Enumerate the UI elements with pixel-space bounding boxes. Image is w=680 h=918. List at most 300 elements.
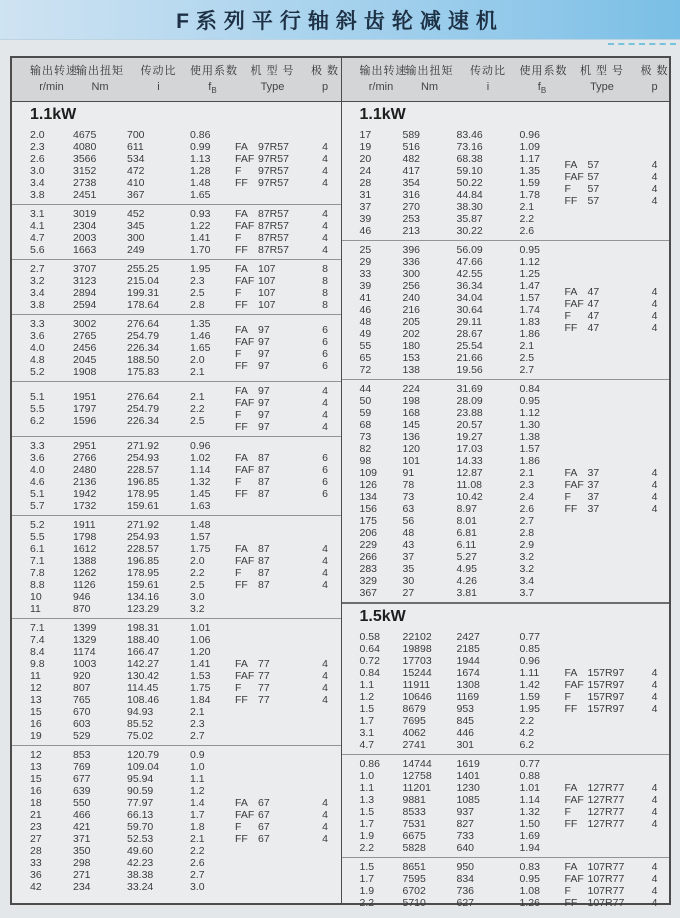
service-factor-value: 1.65 xyxy=(190,189,211,201)
type-row xyxy=(235,409,340,421)
data-rows xyxy=(360,861,565,909)
type-row xyxy=(235,336,340,348)
service-factor-value: 0.95 xyxy=(519,395,540,407)
table-row xyxy=(30,658,235,670)
spec-block xyxy=(342,754,670,857)
type-row xyxy=(565,322,670,334)
column-header xyxy=(565,63,640,98)
poles-value: 4 xyxy=(322,682,328,694)
type-size: 97 xyxy=(258,324,270,336)
ratio-value: 108.46 xyxy=(127,694,160,706)
type-prefix: FF xyxy=(235,299,248,311)
output-torque-value: 1911 xyxy=(73,519,96,531)
service-factor-value: 2.2 xyxy=(190,567,205,579)
ratio-value: 19.27 xyxy=(456,431,483,443)
service-factor-value: 1.02 xyxy=(190,452,211,464)
output-torque-value: 1596 xyxy=(73,415,97,427)
output-torque-value: 2045 xyxy=(73,354,97,366)
table-row xyxy=(360,758,565,770)
column-header-en: r/min xyxy=(368,81,394,93)
type-size: 77 xyxy=(258,670,270,682)
service-factor-value: 1.38 xyxy=(519,431,540,443)
ratio-value: 31.69 xyxy=(456,383,483,395)
ratio-value: 345 xyxy=(127,220,145,232)
service-factor-value: 2.1 xyxy=(519,340,535,352)
output-speed-value: 48 xyxy=(359,316,372,328)
ratio-value: 276.64 xyxy=(127,391,160,403)
output-torque-value: 946 xyxy=(73,591,91,603)
table-row xyxy=(360,328,565,340)
type-row xyxy=(235,397,340,409)
output-torque-value: 6675 xyxy=(402,830,426,842)
type-rows xyxy=(235,141,340,189)
service-factor-value: 2.7 xyxy=(190,869,205,881)
table-row xyxy=(30,634,235,646)
ratio-value: 34.04 xyxy=(456,292,483,304)
output-speed-value: 44 xyxy=(359,383,372,395)
table-row xyxy=(30,153,235,165)
table-row xyxy=(360,201,565,213)
output-speed-value: 11 xyxy=(30,603,41,615)
poles-value: 4 xyxy=(322,153,328,165)
service-factor-value: 1.17 xyxy=(519,153,540,165)
output-torque-value: 27 xyxy=(402,587,415,599)
type-prefix: FA xyxy=(564,286,578,298)
table-row xyxy=(30,718,235,730)
ratio-value: 175.83 xyxy=(127,366,160,378)
table-row xyxy=(30,682,235,694)
service-factor-value: 1.08 xyxy=(519,885,540,897)
ratio-value: 215.04 xyxy=(127,275,160,287)
output-speed-value: 46 xyxy=(359,225,372,237)
ratio-value: 640 xyxy=(456,842,475,854)
type-size: 97R57 xyxy=(258,153,289,165)
table-row xyxy=(360,782,565,794)
output-speed-value: 1.7 xyxy=(359,715,375,727)
output-torque-value: 168 xyxy=(402,407,421,419)
poles-value: 4 xyxy=(651,286,658,298)
table-row xyxy=(30,342,235,354)
ratio-value: 611 xyxy=(127,141,144,153)
type-row xyxy=(235,360,340,372)
output-torque-value: 48 xyxy=(402,527,415,539)
service-factor-value: 1.22 xyxy=(190,220,211,232)
table-row xyxy=(360,129,565,141)
data-rows xyxy=(360,758,565,854)
service-factor-value: 1.95 xyxy=(519,703,540,715)
output-torque-value: 22102 xyxy=(402,631,432,643)
service-factor-value: 1.48 xyxy=(190,519,211,531)
output-speed-value: 33 xyxy=(30,857,42,869)
output-torque-value: 350 xyxy=(73,845,91,857)
table-row xyxy=(30,603,235,615)
ratio-value: 44.84 xyxy=(456,189,483,201)
type-size: 97R57 xyxy=(258,141,289,153)
type-prefix: FF xyxy=(564,322,578,334)
output-torque-value: 603 xyxy=(73,718,91,730)
output-torque-value: 5828 xyxy=(402,842,426,854)
type-row xyxy=(235,165,340,177)
column-header-en: Type xyxy=(260,81,285,93)
table-row xyxy=(360,527,565,539)
table-row xyxy=(30,845,235,857)
type-size: 57 xyxy=(587,171,600,183)
output-speed-value: 1.2 xyxy=(359,691,375,703)
service-factor-value: 0.77 xyxy=(519,758,540,770)
output-speed-value: 329 xyxy=(359,575,378,587)
spec-block xyxy=(342,628,670,754)
output-torque-value: 421 xyxy=(73,821,91,833)
type-prefix: FAF xyxy=(564,679,584,691)
output-speed-value: 5.1 xyxy=(30,391,45,403)
table-row xyxy=(360,818,565,830)
ratio-value: 75.02 xyxy=(127,730,154,742)
table-row xyxy=(30,488,235,500)
type-prefix: F xyxy=(564,310,571,322)
poles-value: 4 xyxy=(322,409,328,421)
output-speed-value: 3.8 xyxy=(30,299,45,311)
type-size: 87R57 xyxy=(258,244,289,256)
column-header xyxy=(457,63,520,98)
poles-value: 4 xyxy=(651,491,658,503)
table-row xyxy=(30,165,235,177)
service-factor-value: 1.48 xyxy=(190,177,211,189)
table-row xyxy=(30,129,235,141)
output-speed-value: 1.7 xyxy=(359,818,375,830)
type-prefix: F xyxy=(564,691,571,703)
ratio-value: 28.67 xyxy=(456,328,483,340)
table-row xyxy=(30,579,235,591)
column-header-cn: 使用系数 xyxy=(190,65,238,77)
type-row xyxy=(235,232,340,244)
type-rows xyxy=(235,658,340,706)
output-torque-value: 15244 xyxy=(402,667,432,679)
poles-value: 8 xyxy=(322,287,328,299)
type-prefix: F xyxy=(235,682,242,694)
output-torque-value: 9881 xyxy=(402,794,426,806)
type-row xyxy=(235,141,340,153)
output-torque-value: 8651 xyxy=(402,861,426,873)
table-row xyxy=(360,691,565,703)
type-prefix: FA xyxy=(564,467,578,479)
column-header xyxy=(190,63,238,98)
type-prefix: FA xyxy=(235,208,248,220)
service-factor-value: 3.4 xyxy=(519,575,535,587)
output-torque-value: 4080 xyxy=(73,141,97,153)
ratio-value: 114.45 xyxy=(127,682,159,694)
output-torque-value: 1174 xyxy=(73,646,96,658)
table-row xyxy=(360,244,565,256)
type-row xyxy=(565,806,670,818)
service-factor-value: 2.3 xyxy=(190,718,205,730)
poles-value: 4 xyxy=(322,694,328,706)
ratio-value: 1230 xyxy=(456,782,480,794)
output-torque-value: 271 xyxy=(73,869,91,881)
poles-value: 4 xyxy=(322,177,328,189)
table-row xyxy=(360,292,565,304)
ratio-value: 6.11 xyxy=(456,539,477,551)
output-torque-value: 91 xyxy=(402,467,415,479)
type-row xyxy=(235,682,340,694)
output-torque-value: 1262 xyxy=(73,567,97,579)
column-header-en: Type xyxy=(590,81,614,93)
output-torque-value: 1908 xyxy=(73,366,97,378)
output-torque-value: 37 xyxy=(402,551,415,563)
service-factor-value: 0.86 xyxy=(190,129,211,141)
service-factor-value: 1.12 xyxy=(519,256,540,268)
poles-value: 4 xyxy=(322,421,328,433)
type-prefix: FA xyxy=(235,452,248,464)
ratio-value: 83.46 xyxy=(456,129,483,141)
service-factor-value: 1.74 xyxy=(519,304,540,316)
output-speed-value: 1.3 xyxy=(359,794,375,806)
ratio-value: 255.25 xyxy=(127,263,160,275)
ratio-value: 4.95 xyxy=(456,563,477,575)
output-speed-value: 68 xyxy=(359,419,372,431)
service-factor-value: 1.35 xyxy=(190,318,211,330)
output-speed-value: 12 xyxy=(30,749,42,761)
poles-value: 4 xyxy=(651,667,658,679)
service-factor-value: 2.2 xyxy=(519,715,535,727)
poles-value: 4 xyxy=(651,479,658,491)
output-speed-value: 33 xyxy=(359,268,372,280)
table-row xyxy=(30,881,235,893)
type-size: 87 xyxy=(258,464,270,476)
column-header-en: $f_B$ xyxy=(208,81,217,96)
output-speed-value: 7.1 xyxy=(30,622,45,634)
service-factor-value: 0.88 xyxy=(519,770,540,782)
type-size: 47 xyxy=(587,322,600,334)
type-size: 97 xyxy=(258,360,270,372)
column-header-cn: 传动比 xyxy=(140,65,177,77)
poles-value: 8 xyxy=(322,263,328,275)
ratio-value: 196.85 xyxy=(127,476,160,488)
output-torque-value: 30 xyxy=(402,575,415,587)
ratio-value: 19.56 xyxy=(456,364,483,376)
type-prefix: FAF xyxy=(235,153,255,165)
table-row xyxy=(30,646,235,658)
output-torque-value: 2766 xyxy=(73,452,97,464)
output-speed-value: 16 xyxy=(30,785,42,797)
type-size: 157R97 xyxy=(587,691,625,703)
output-speed-value: 2.2 xyxy=(359,842,375,854)
output-torque-value: 2456 xyxy=(73,342,97,354)
type-row xyxy=(235,452,340,464)
type-row xyxy=(565,861,670,873)
ratio-value: 198.31 xyxy=(127,622,160,634)
ratio-value: 30.22 xyxy=(456,225,483,237)
type-row xyxy=(565,195,670,207)
output-speed-value: 175 xyxy=(359,515,378,527)
type-prefix: FAF xyxy=(235,220,255,232)
type-prefix: FAF xyxy=(235,809,255,821)
service-factor-value: 1.42 xyxy=(519,679,540,691)
type-row xyxy=(235,567,340,579)
type-size: 97 xyxy=(258,409,270,421)
type-size: 67 xyxy=(258,821,270,833)
output-torque-value: 240 xyxy=(402,292,421,304)
poles-value: 4 xyxy=(651,782,658,794)
poles-value: 4 xyxy=(651,794,658,806)
column-header xyxy=(127,63,190,98)
ratio-value: 38.38 xyxy=(127,869,154,881)
type-rows xyxy=(565,861,670,909)
output-speed-value: 27 xyxy=(30,833,42,845)
service-factor-value: 1.69 xyxy=(519,830,540,842)
table-row xyxy=(30,415,235,427)
service-factor-value: 1.25 xyxy=(519,268,540,280)
table-row xyxy=(30,208,235,220)
type-size: 97 xyxy=(258,421,270,433)
ratio-value: 736 xyxy=(456,885,475,897)
service-factor-value: 1.53 xyxy=(190,670,211,682)
ratio-value: 120.79 xyxy=(127,749,160,761)
type-prefix: FAF xyxy=(235,464,255,476)
table-row xyxy=(360,304,565,316)
column-header-en: i xyxy=(486,81,490,93)
table-row xyxy=(360,842,565,854)
data-rows xyxy=(30,622,235,742)
ratio-value: 23.88 xyxy=(456,407,483,419)
table-row xyxy=(360,443,565,455)
table-row xyxy=(30,857,235,869)
ratio-value: 25.54 xyxy=(456,340,483,352)
poles-value: 4 xyxy=(651,873,658,885)
output-torque-value: 180 xyxy=(402,340,421,352)
ratio-value: 36.34 xyxy=(456,280,483,292)
output-speed-value: 18 xyxy=(30,797,42,809)
output-speed-value: 49 xyxy=(359,328,372,340)
table-row xyxy=(30,706,235,718)
column-header-en: $f_B$ xyxy=(537,81,547,96)
output-torque-value: 11201 xyxy=(402,782,431,794)
output-torque-value: 10646 xyxy=(402,691,432,703)
type-row xyxy=(235,177,340,189)
ratio-value: 95.94 xyxy=(127,773,154,785)
ratio-value: 5.27 xyxy=(456,551,477,563)
type-prefix: FF xyxy=(564,897,578,909)
service-factor-value: 0.95 xyxy=(519,244,540,256)
ratio-value: 56.09 xyxy=(456,244,483,256)
ratio-value: 700 xyxy=(127,129,145,141)
spec-block xyxy=(12,381,341,436)
output-torque-value: 198 xyxy=(402,395,421,407)
type-row xyxy=(565,286,670,298)
data-rows xyxy=(30,129,235,201)
ratio-value: 49.60 xyxy=(127,845,154,857)
poles-value: 4 xyxy=(322,567,328,579)
table-header-left xyxy=(12,58,341,102)
service-factor-value: 1.86 xyxy=(519,455,540,467)
output-torque-value: 4062 xyxy=(402,727,426,739)
page-title: F系列平行轴斜齿轮减速机 xyxy=(176,9,504,33)
spec-table xyxy=(10,56,671,909)
table-row xyxy=(30,440,235,452)
type-prefix: FAF xyxy=(235,397,255,409)
poles-value: 6 xyxy=(322,336,328,348)
output-torque-value: 765 xyxy=(73,694,91,706)
poles-value: 4 xyxy=(322,141,328,153)
poles-value: 6 xyxy=(322,452,328,464)
poles-value: 6 xyxy=(322,488,328,500)
table-row xyxy=(30,761,235,773)
ratio-value: 254.93 xyxy=(127,452,160,464)
output-speed-value: 3.6 xyxy=(30,452,45,464)
output-speed-value: 17 xyxy=(359,129,372,141)
output-torque-value: 2894 xyxy=(73,287,97,299)
output-speed-value: 134 xyxy=(359,491,378,503)
output-torque-value: 216 xyxy=(402,304,421,316)
output-speed-value: 6.2 xyxy=(30,415,45,427)
table-row xyxy=(360,455,565,467)
service-factor-value: 1.63 xyxy=(190,500,211,512)
output-speed-value: 0.72 xyxy=(359,655,380,667)
type-row xyxy=(565,794,670,806)
spec-table-right-half xyxy=(341,58,670,909)
output-speed-value: 39 xyxy=(359,213,372,225)
table-row xyxy=(30,263,235,275)
table-row xyxy=(30,391,235,403)
service-factor-value: 0.9 xyxy=(190,749,205,761)
service-factor-value: 2.2 xyxy=(190,845,205,857)
table-row xyxy=(30,622,235,634)
ratio-value: 226.34 xyxy=(127,415,160,427)
service-factor-value: 3.7 xyxy=(519,587,535,599)
column-header xyxy=(519,63,568,98)
spec-block xyxy=(12,314,341,381)
service-factor-value: 2.0 xyxy=(190,555,205,567)
type-size: 67 xyxy=(258,833,270,845)
ratio-value: 254.93 xyxy=(127,531,160,543)
type-size: 127R77 xyxy=(587,806,625,818)
type-size: 107 xyxy=(258,263,276,275)
table-row xyxy=(360,861,565,873)
ratio-value: 134.16 xyxy=(127,591,160,603)
type-prefix: F xyxy=(235,409,242,421)
type-row xyxy=(235,797,340,809)
type-size: 127R77 xyxy=(587,794,625,806)
ratio-value: 228.57 xyxy=(127,464,160,476)
output-torque-value: 853 xyxy=(73,749,91,761)
table-row xyxy=(30,694,235,706)
column-header-cn: 机 型 号 xyxy=(579,65,625,77)
output-speed-value: 7.4 xyxy=(30,634,45,646)
type-prefix: FF xyxy=(564,818,578,830)
type-row xyxy=(565,873,670,885)
table-row xyxy=(360,563,565,575)
output-speed-value: 29 xyxy=(359,256,372,268)
table-row xyxy=(360,703,565,715)
ratio-value: 271.92 xyxy=(127,440,160,452)
table-row xyxy=(360,316,565,328)
table-row xyxy=(30,591,235,603)
table-row xyxy=(30,232,235,244)
output-torque-value: 63 xyxy=(402,503,415,515)
output-speed-value: 109 xyxy=(359,467,378,479)
poles-value: 4 xyxy=(651,885,658,897)
type-size: 77 xyxy=(258,658,270,670)
service-factor-value: 1.50 xyxy=(519,818,540,830)
table-row xyxy=(30,189,235,201)
type-row xyxy=(565,667,670,679)
ratio-value: 90.59 xyxy=(127,785,154,797)
output-speed-value: 36 xyxy=(30,869,42,881)
ratio-value: 50.22 xyxy=(456,177,483,189)
table-row xyxy=(360,551,565,563)
service-factor-value: 2.5 xyxy=(190,415,205,427)
table-row xyxy=(30,299,235,311)
output-torque-value: 670 xyxy=(73,706,91,718)
